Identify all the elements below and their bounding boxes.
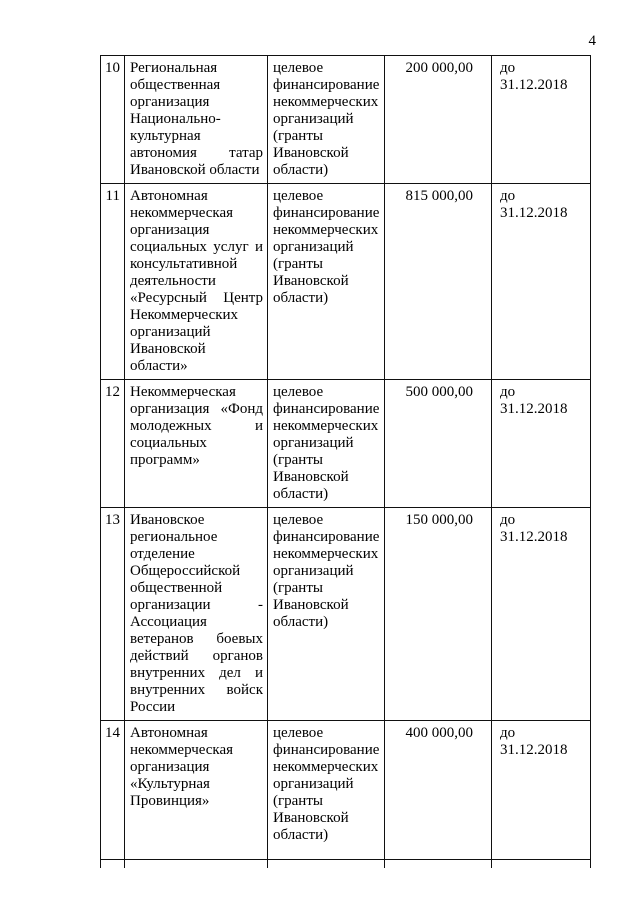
deadline: до 31.12.2018 — [492, 508, 591, 721]
funding-purpose: целевое финансирование некоммерческих организаций (гранты Ивановской области) — [268, 721, 385, 860]
table-cell-empty — [101, 860, 125, 869]
deadline: до 31.12.2018 — [492, 721, 591, 860]
grants-table-container — [100, 55, 590, 868]
organization-name: Региональная общественная организация Национально-культурная автономия татар Ивановской области — [125, 56, 268, 184]
table-row — [101, 380, 591, 508]
deadline: до 31.12.2018 — [492, 184, 591, 380]
organization-name: Автономная некоммерческая организация социальных услуг и консультативной деятельности «Ресурсный Центр Некоммерческих организаций Ивановской области» — [125, 184, 268, 380]
page-number: 4 — [588, 33, 596, 49]
funding-purpose: целевое финансирование некоммерческих организаций (гранты Ивановской области) — [268, 380, 385, 508]
table-cell-empty — [492, 860, 591, 869]
organization-name: Автономная некоммерческая организация «Культурная Провинция» — [125, 721, 268, 860]
grants-table — [100, 55, 591, 868]
funding-amount: 150 000,00 — [385, 508, 492, 721]
table-row — [101, 184, 591, 380]
row-number: 12 — [101, 380, 125, 508]
table-row — [101, 56, 591, 184]
organization-name: Некоммерческая организация «Фонд молодежных и социальных программ» — [125, 380, 268, 508]
deadline: до 31.12.2018 — [492, 56, 591, 184]
table-cell-empty — [385, 860, 492, 869]
funding-purpose: целевое финансирование некоммерческих организаций (гранты Ивановской области) — [268, 184, 385, 380]
table-row — [101, 508, 591, 721]
funding-amount: 500 000,00 — [385, 380, 492, 508]
organization-name: Ивановское региональное отделение Общероссийской общественной организации - Ассоциация ветеранов боевых действий органов внутренних дел и внутренних войск России — [125, 508, 268, 721]
table-row-continuation — [101, 860, 591, 869]
table-row — [101, 721, 591, 860]
table-cell-empty — [268, 860, 385, 869]
table-cell-empty — [125, 860, 268, 869]
funding-amount: 815 000,00 — [385, 184, 492, 380]
funding-purpose: целевое финансирование некоммерческих организаций (гранты Ивановской области) — [268, 56, 385, 184]
row-number: 10 — [101, 56, 125, 184]
deadline: до 31.12.2018 — [492, 380, 591, 508]
funding-amount: 400 000,00 — [385, 721, 492, 860]
row-number: 11 — [101, 184, 125, 380]
funding-amount: 200 000,00 — [385, 56, 492, 184]
funding-purpose: целевое финансирование некоммерческих организаций (гранты Ивановской области) — [268, 508, 385, 721]
row-number: 14 — [101, 721, 125, 860]
row-number: 13 — [101, 508, 125, 721]
